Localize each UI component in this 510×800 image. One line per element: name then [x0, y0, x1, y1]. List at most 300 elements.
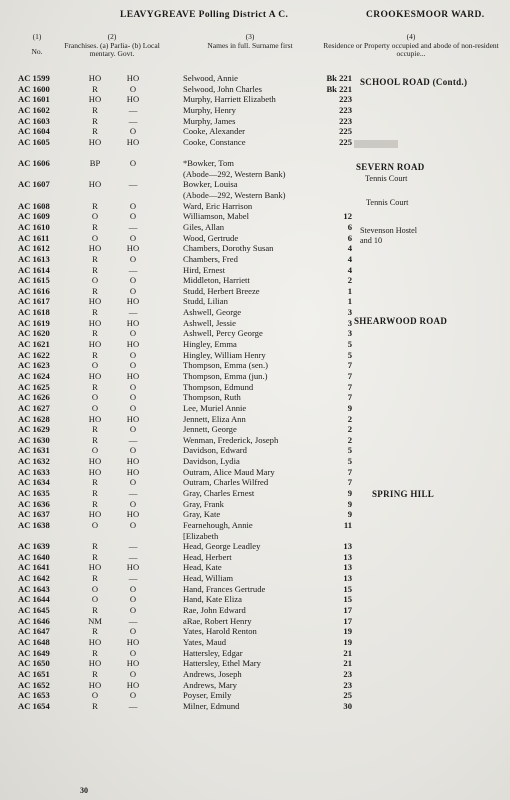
parliamentary-franchise: O: [91, 594, 99, 605]
elector-number: AC 1647: [18, 626, 50, 637]
elector-number: AC 1623: [18, 360, 50, 371]
elector-number: AC 1632: [18, 456, 50, 467]
table-row: [0, 94, 510, 105]
table-row: [0, 147, 510, 158]
elector-number: AC 1634: [18, 477, 50, 488]
local-govt-franchise: O: [129, 360, 137, 371]
local-govt-franchise: HO: [126, 94, 140, 105]
street-spring-hill: SPRING HILL: [372, 489, 435, 499]
parliamentary-franchise: O: [91, 360, 99, 371]
house-number: 2: [347, 413, 352, 424]
parliamentary-franchise: O: [91, 211, 99, 222]
elector-name: Studd, Herbert Breeze: [183, 285, 260, 296]
elector-name: Thompson, Emma (sen.): [183, 360, 268, 371]
elector-name: Chambers, Dorothy Susan: [183, 243, 274, 254]
elector-number: AC 1626: [18, 392, 50, 403]
elector-number: AC 1602: [18, 104, 50, 115]
house-number: 4: [347, 253, 352, 264]
elector-name: Ashwell, Percy George: [183, 328, 263, 339]
table-row: [0, 222, 510, 233]
table-row: [0, 509, 510, 520]
elector-number: AC 1640: [18, 551, 50, 562]
elector-name: (Abode—292, Western Bank): [183, 168, 286, 179]
elector-name: Cooke, Alexander: [183, 126, 246, 137]
elector-number: AC 1654: [18, 700, 50, 711]
table-row: [0, 265, 510, 276]
parliamentary-franchise: R: [92, 126, 98, 137]
house-number: 4: [347, 243, 352, 254]
elector-number: AC 1629: [18, 424, 50, 435]
local-govt-franchise: O: [129, 594, 137, 605]
local-govt-franchise: —: [128, 487, 138, 498]
elector-name: Head, George Leadley: [183, 541, 261, 552]
house-number: 13: [343, 551, 352, 562]
table-row: [0, 158, 510, 169]
elector-number: AC 1635: [18, 487, 50, 498]
polling-district-title: LEAVYGREAVE Polling District A C.: [120, 10, 289, 20]
local-govt-franchise: HO: [126, 243, 140, 254]
parliamentary-franchise: R: [92, 434, 98, 445]
table-row: [0, 701, 510, 712]
house-number: 2: [347, 424, 352, 435]
local-govt-franchise: HO: [126, 456, 140, 467]
elector-number: AC 1612: [18, 243, 50, 254]
local-govt-franchise: —: [128, 179, 138, 190]
parliamentary-franchise: O: [91, 402, 99, 413]
elector-number: AC 1599: [18, 73, 50, 83]
table-row: [0, 403, 510, 414]
register-entries: [0, 73, 510, 711]
parliamentary-franchise: R: [92, 605, 98, 616]
elector-number: AC 1650: [18, 658, 50, 669]
local-govt-franchise: O: [129, 519, 137, 530]
parliamentary-franchise: HO: [88, 562, 102, 573]
parliamentary-franchise: R: [92, 541, 98, 552]
elector-number: AC 1620: [18, 328, 50, 339]
elector-name: Middleton, Harriett: [183, 275, 250, 286]
parliamentary-franchise: R: [92, 626, 98, 637]
table-row: [0, 414, 510, 425]
page-number: 30: [80, 786, 88, 795]
elector-number: AC 1609: [18, 211, 50, 222]
table-row: [0, 126, 510, 137]
elector-name: Gray, Charles Ernest: [183, 487, 255, 498]
elector-name: Ashwell, Jessie: [183, 317, 236, 328]
table-row: [0, 169, 510, 180]
house-number: 6: [347, 221, 352, 232]
local-govt-franchise: —: [128, 700, 138, 711]
table-row: [0, 339, 510, 350]
column-header-residence: (4) Residence or Property occupied and abode of non-resident occupie...: [323, 32, 499, 58]
elector-number: AC 1600: [18, 83, 50, 94]
table-row: [0, 552, 510, 563]
elector-name: Giles, Allan: [183, 221, 225, 232]
parliamentary-franchise: R: [92, 668, 98, 679]
page-header: [0, 8, 510, 22]
local-govt-franchise: O: [129, 83, 137, 94]
local-govt-franchise: O: [129, 232, 137, 243]
elector-name: Yates, Harold Renton: [183, 626, 257, 637]
house-number: 9: [347, 509, 352, 520]
house-number: 1: [347, 296, 352, 307]
elector-number: AC 1652: [18, 679, 50, 690]
table-row: [0, 382, 510, 393]
elector-number: AC 1625: [18, 381, 50, 392]
table-row: [0, 350, 510, 361]
local-govt-franchise: O: [129, 690, 137, 701]
house-number: 7: [347, 477, 352, 488]
elector-number: AC 1628: [18, 413, 50, 424]
parliamentary-franchise: HO: [88, 370, 102, 381]
table-row: [0, 584, 510, 595]
elector-number: AC 1619: [18, 317, 50, 328]
parliamentary-franchise: R: [92, 221, 98, 232]
parliamentary-franchise: HO: [88, 456, 102, 467]
table-row: [0, 179, 510, 190]
parliamentary-franchise: O: [91, 232, 99, 243]
table-row: [0, 116, 510, 127]
elector-name: Jennett, Eliza Ann: [183, 413, 246, 424]
parliamentary-franchise: NM: [88, 615, 102, 626]
parliamentary-franchise: R: [92, 700, 98, 711]
table-row: [0, 477, 510, 488]
local-govt-franchise: O: [129, 477, 137, 488]
elector-name: Thompson, Edmund: [183, 381, 254, 392]
table-row: [0, 201, 510, 212]
parliamentary-franchise: HO: [88, 179, 102, 190]
elector-number: AC 1631: [18, 445, 50, 456]
house-number: 23: [343, 679, 352, 690]
elector-name: Gray, Frank: [183, 498, 224, 509]
elector-number: AC 1645: [18, 605, 50, 616]
parliamentary-franchise: HO: [88, 94, 102, 105]
local-govt-franchise: O: [129, 126, 137, 137]
house-number: 25: [343, 690, 352, 701]
parliamentary-franchise: O: [91, 445, 99, 456]
elector-name: Bowker, Louisa: [183, 179, 238, 190]
elector-number: AC 1641: [18, 562, 50, 573]
elector-number: AC 1624: [18, 370, 50, 381]
parliamentary-franchise: O: [91, 690, 99, 701]
elector-name: Ashwell, George: [183, 307, 242, 318]
elector-number: AC 1653: [18, 690, 50, 701]
house-number: 15: [343, 583, 352, 594]
elector-name: Outram, Charles Wilfred: [183, 477, 269, 488]
table-row: [0, 211, 510, 222]
local-govt-franchise: O: [129, 498, 137, 509]
table-row: [0, 296, 510, 307]
house-number: 13: [343, 541, 352, 552]
parliamentary-franchise: HO: [88, 679, 102, 690]
elector-number: AC 1604: [18, 126, 50, 137]
note-tennis-court-1: Tennis Court: [365, 174, 408, 183]
local-govt-franchise: HO: [126, 296, 140, 307]
elector-number: AC 1633: [18, 466, 50, 477]
note-and-10: and 10: [360, 236, 383, 245]
house-number: 1: [347, 285, 352, 296]
parliamentary-franchise: R: [92, 264, 98, 275]
parliamentary-franchise: HO: [88, 243, 102, 254]
table-row: [0, 243, 510, 254]
elector-name: Gray, Kate: [183, 509, 221, 520]
elector-name: Davidson, Lydia: [183, 456, 240, 467]
parliamentary-franchise: HO: [88, 636, 102, 647]
elector-number: AC 1610: [18, 221, 50, 232]
elector-name: Hingley, William Henry: [183, 349, 266, 360]
parliamentary-franchise: R: [92, 381, 98, 392]
table-row: [0, 328, 510, 339]
local-govt-franchise: —: [128, 264, 138, 275]
house-number: 3: [347, 328, 352, 339]
house-number: 223: [339, 115, 352, 126]
elector-number: AC 1627: [18, 402, 50, 413]
elector-number: AC 1605: [18, 136, 50, 147]
elector-number: AC 1614: [18, 264, 50, 275]
local-govt-franchise: O: [129, 200, 137, 211]
parliamentary-franchise: HO: [88, 136, 102, 147]
local-govt-franchise: O: [129, 402, 137, 413]
house-number: 7: [347, 370, 352, 381]
table-row: [0, 275, 510, 286]
elector-number: AC 1601: [18, 94, 50, 105]
elector-number: AC 1617: [18, 296, 50, 307]
elector-number: AC 1636: [18, 498, 50, 509]
elector-number: AC 1642: [18, 573, 50, 584]
table-row: [0, 626, 510, 637]
house-number: 7: [347, 381, 352, 392]
parliamentary-franchise: HO: [88, 73, 102, 83]
table-row: [0, 392, 510, 403]
elector-name: *Bowker, Tom: [183, 158, 234, 169]
local-govt-franchise: O: [129, 275, 137, 286]
table-row: [0, 605, 510, 616]
house-number: 23: [343, 668, 352, 679]
local-govt-franchise: —: [128, 307, 138, 318]
elector-name: Hattersley, Edgar: [183, 647, 243, 658]
note-tennis-court-2: Tennis Court: [366, 198, 409, 207]
local-govt-franchise: O: [129, 328, 137, 339]
house-number: Bk 221: [326, 73, 352, 83]
local-govt-franchise: HO: [126, 636, 140, 647]
elector-number: AC 1630: [18, 434, 50, 445]
house-number: 5: [347, 456, 352, 467]
house-number: 19: [343, 626, 352, 637]
house-number: 6: [347, 232, 352, 243]
house-number: Bk 221: [326, 83, 352, 94]
elector-number: AC 1618: [18, 307, 50, 318]
local-govt-franchise: O: [129, 253, 137, 264]
parliamentary-franchise: R: [92, 498, 98, 509]
table-row: [0, 680, 510, 691]
parliamentary-franchise: HO: [88, 339, 102, 350]
elector-name: Wood, Gertrude: [183, 232, 239, 243]
parliamentary-franchise: R: [92, 647, 98, 658]
house-number: 5: [347, 445, 352, 456]
house-number: 225: [339, 136, 352, 147]
table-row: [0, 254, 510, 265]
elector-name: Cooke, Constance: [183, 136, 246, 147]
parliamentary-franchise: R: [92, 328, 98, 339]
elector-name: Rae, John Edward: [183, 605, 246, 616]
parliamentary-franchise: HO: [88, 466, 102, 477]
elector-name: Murphy, Henry: [183, 104, 236, 115]
street-shearwood-road: SHEARWOOD ROAD: [354, 316, 448, 326]
local-govt-franchise: —: [128, 615, 138, 626]
elector-name: Hird, Ernest: [183, 264, 226, 275]
local-govt-franchise: O: [129, 605, 137, 616]
elector-name: Milner, Edmund: [183, 700, 240, 711]
elector-name: Chambers, Fred: [183, 253, 238, 264]
elector-number: AC 1607: [18, 179, 50, 190]
house-number: 30: [343, 700, 352, 711]
elector-name: Lee, Muriel Annie: [183, 402, 247, 413]
table-row: [0, 520, 510, 531]
local-govt-franchise: —: [128, 115, 138, 126]
parliamentary-franchise: R: [92, 349, 98, 360]
elector-number: AC 1644: [18, 594, 50, 605]
parliamentary-franchise: O: [91, 519, 99, 530]
house-number: 2: [347, 275, 352, 286]
table-row: [0, 137, 510, 148]
local-govt-franchise: O: [129, 285, 137, 296]
local-govt-franchise: O: [129, 445, 137, 456]
elector-name: Outram, Alice Maud Mary: [183, 466, 275, 477]
parliamentary-franchise: R: [92, 115, 98, 126]
house-number: 13: [343, 573, 352, 584]
house-number: 7: [347, 392, 352, 403]
local-govt-franchise: O: [129, 381, 137, 392]
house-number: 3: [347, 317, 352, 328]
table-row: [0, 424, 510, 435]
elector-name: Hattersley, Ethel Mary: [183, 658, 261, 669]
elector-name: Yates, Maud: [183, 636, 227, 647]
elector-number: AC 1608: [18, 200, 50, 211]
table-row: [0, 531, 510, 542]
elector-name: Head, Kate: [183, 562, 222, 573]
elector-name: Ward, Eric Harrison: [183, 200, 253, 211]
elector-name: Hand, Kate Eliza: [183, 594, 242, 605]
elector-number: AC 1643: [18, 583, 50, 594]
table-row: [0, 594, 510, 605]
house-number: 9: [347, 498, 352, 509]
table-row: [0, 573, 510, 584]
local-govt-franchise: —: [128, 434, 138, 445]
house-number: 5: [347, 349, 352, 360]
elector-number: AC 1622: [18, 349, 50, 360]
elector-number: AC 1646: [18, 615, 50, 626]
elector-name: Thompson, Emma (jun.): [183, 370, 268, 381]
local-govt-franchise: HO: [126, 339, 140, 350]
elector-name: aRae, Robert Henry: [183, 615, 252, 626]
local-govt-franchise: O: [129, 626, 137, 637]
parliamentary-franchise: HO: [88, 296, 102, 307]
parliamentary-franchise: R: [92, 104, 98, 115]
column-header-franchises: (2) Franchises. (a) Parlia- (b) Local mentary. Govt.: [64, 32, 160, 58]
table-row: [0, 445, 510, 456]
elector-number: AC 1648: [18, 636, 50, 647]
elector-name: Williamson, Mabel: [183, 211, 250, 222]
elector-name: Selwood, Annie: [183, 73, 238, 83]
local-govt-franchise: —: [128, 104, 138, 115]
parliamentary-franchise: O: [91, 392, 99, 403]
elector-number: AC 1611: [18, 232, 50, 243]
house-number: 7: [347, 466, 352, 477]
note-stevenson-hostel: Stevenson Hostel: [360, 226, 418, 235]
elector-number: AC 1616: [18, 285, 50, 296]
redaction-smudge: [354, 140, 398, 148]
house-number: 5: [347, 339, 352, 350]
local-govt-franchise: HO: [126, 317, 140, 328]
table-row: [0, 658, 510, 669]
parliamentary-franchise: R: [92, 200, 98, 211]
elector-name: Hingley, Emma: [183, 339, 237, 350]
parliamentary-franchise: R: [92, 285, 98, 296]
parliamentary-franchise: HO: [88, 658, 102, 669]
local-govt-franchise: HO: [126, 136, 140, 147]
parliamentary-franchise: R: [92, 551, 98, 562]
parliamentary-franchise: R: [92, 307, 98, 318]
house-number: 7: [347, 360, 352, 371]
house-number: 19: [343, 636, 352, 647]
elector-number: AC 1637: [18, 509, 50, 520]
local-govt-franchise: O: [129, 392, 137, 403]
house-number: 9: [347, 402, 352, 413]
table-row: [0, 562, 510, 573]
local-govt-franchise: —: [128, 573, 138, 584]
elector-name: Murphy, James: [183, 115, 236, 126]
elector-number: AC 1639: [18, 541, 50, 552]
house-number: 12: [343, 211, 352, 222]
local-govt-franchise: O: [129, 647, 137, 658]
local-govt-franchise: O: [129, 668, 137, 679]
local-govt-franchise: HO: [126, 658, 140, 669]
house-number: 11: [343, 519, 352, 530]
elector-number: AC 1651: [18, 668, 50, 679]
elector-name: Davidson, Edward: [183, 445, 247, 456]
local-govt-franchise: O: [129, 349, 137, 360]
house-number: 13: [343, 562, 352, 573]
house-number: 17: [343, 605, 352, 616]
parliamentary-franchise: HO: [88, 413, 102, 424]
parliamentary-franchise: R: [92, 424, 98, 435]
table-row: [0, 233, 510, 244]
table-row: [0, 371, 510, 382]
elector-name: Hand, Frances Gertrude: [183, 583, 266, 594]
street-school-road: SCHOOL ROAD (Contd.): [360, 77, 468, 87]
table-row: [0, 637, 510, 648]
table-row: [0, 435, 510, 446]
local-govt-franchise: —: [128, 541, 138, 552]
elector-name: Jennett, George: [183, 424, 237, 435]
elector-number: AC 1603: [18, 115, 50, 126]
table-row: [0, 648, 510, 659]
local-govt-franchise: O: [129, 158, 137, 169]
local-govt-franchise: O: [129, 211, 137, 222]
elector-name: Fearnehough, Annie: [183, 519, 253, 530]
column-header-number: (1) No.: [31, 32, 43, 56]
table-row: [0, 669, 510, 680]
parliamentary-franchise: R: [92, 487, 98, 498]
local-govt-franchise: O: [129, 583, 137, 594]
elector-name: Thompson, Ruth: [183, 392, 241, 403]
local-govt-franchise: HO: [126, 562, 140, 573]
local-govt-franchise: HO: [126, 370, 140, 381]
table-row: [0, 105, 510, 116]
house-number: 9: [347, 487, 352, 498]
table-row: [0, 616, 510, 627]
house-number: 223: [339, 104, 352, 115]
parliamentary-franchise: R: [92, 477, 98, 488]
